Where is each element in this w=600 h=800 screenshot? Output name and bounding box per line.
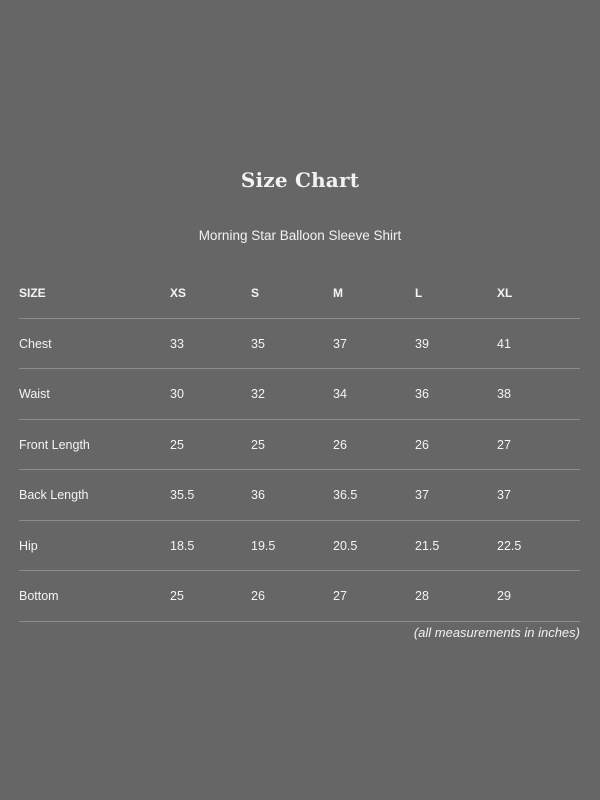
table-header-row	[19, 268, 580, 319]
table-cell: 35	[251, 336, 265, 351]
row-label: Bottom	[19, 589, 59, 603]
table-cell: 27	[333, 589, 347, 603]
row-label: Back Length	[19, 488, 89, 502]
table-cell: 30	[170, 387, 184, 401]
table-cell: 36	[415, 387, 429, 401]
table-cell: 37	[497, 488, 511, 502]
table-cell: 32	[251, 387, 265, 401]
table-cell: 25	[170, 589, 184, 603]
table-cell: 20.5	[333, 538, 358, 553]
table-cell: 29	[497, 589, 511, 603]
row-label: Front Length	[19, 437, 90, 452]
table-row-bottom	[19, 571, 580, 622]
table-cell: 37	[333, 336, 347, 351]
table-cell: 33	[170, 336, 184, 351]
row-label: Hip	[19, 538, 38, 553]
table-cell: 18.5	[170, 538, 195, 553]
header-cell-xl: XL	[497, 286, 513, 300]
table-cell: 41	[497, 336, 511, 351]
table-row-hip	[19, 521, 580, 572]
table-cell: 34	[333, 387, 347, 401]
row-label: Chest	[19, 336, 52, 351]
table-cell: 38	[497, 387, 511, 401]
table-row-back-length	[19, 470, 580, 521]
table-cell: 27	[497, 437, 511, 452]
table-cell: 26	[333, 437, 347, 452]
header-cell-s: S	[251, 286, 260, 300]
header-cell-l: L	[415, 286, 423, 300]
table-cell: 21.5	[415, 538, 440, 553]
table-cell: 25	[251, 437, 265, 452]
table-row-chest	[19, 319, 580, 370]
table-cell: 25	[170, 437, 184, 452]
header-cell-xs: XS	[170, 286, 187, 300]
page-title: Size Chart	[240, 168, 360, 192]
table-cell: 36	[251, 488, 265, 502]
table-cell: 22.5	[497, 538, 522, 553]
table-row-front-length	[19, 420, 580, 471]
row-label: Waist	[19, 387, 50, 401]
table-cell: 19.5	[251, 538, 276, 553]
header-cell-m: M	[333, 286, 343, 300]
table-cell: 26	[415, 437, 429, 452]
size-table	[19, 268, 580, 622]
table-cell: 37	[415, 488, 429, 502]
product-name: Morning Star Balloon Sleeve Shirt	[198, 228, 402, 243]
table-cell: 35.5	[170, 488, 195, 502]
table-cell: 36.5	[333, 488, 358, 502]
measurement-note: (all measurements in inches)	[413, 625, 580, 640]
table-cell: 26	[251, 589, 265, 603]
table-cell: 28	[415, 589, 429, 603]
table-row-waist	[19, 369, 580, 420]
table-cell: 39	[415, 336, 429, 351]
header-cell-size: SIZE	[19, 286, 46, 300]
